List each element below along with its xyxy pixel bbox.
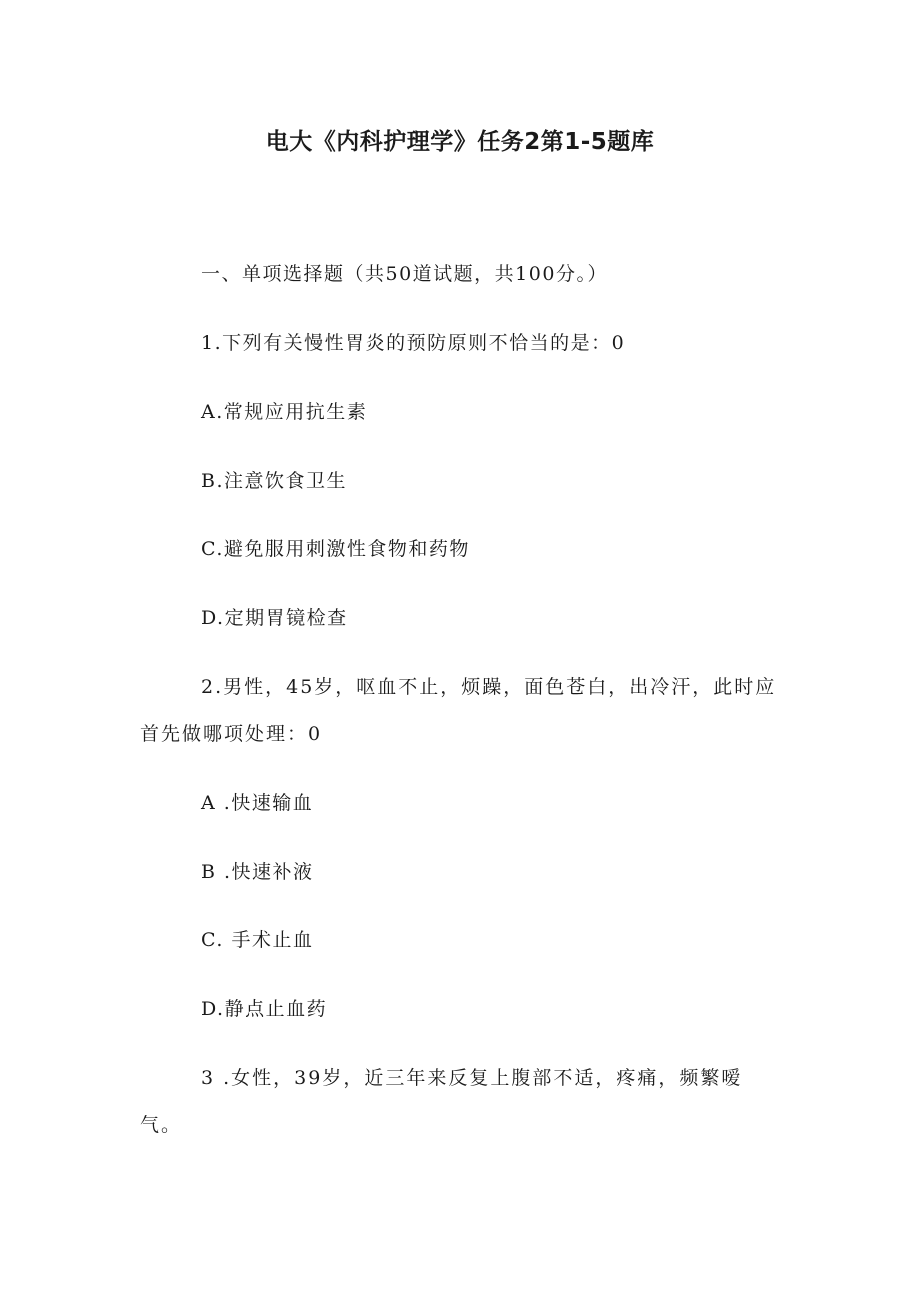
question-3-stem: 3 .女性，39岁，近三年来反复上腹部不适，疼痛，频繁嗳气。 xyxy=(140,1067,743,1136)
question-2-option-d: D.静点止血药 xyxy=(201,998,328,1020)
question-1-option-b: B.注意饮食卫生 xyxy=(201,470,348,492)
question-1-option-c: C.避免服用刺激性食物和药物 xyxy=(201,538,470,560)
section-heading: 一、单项选择题（共50道试题，共100分。） xyxy=(201,263,608,285)
document-title: 电大《内科护理学》任务2第1-5题库 xyxy=(265,129,655,155)
question-2-option-b: B .快速补液 xyxy=(201,861,314,883)
question-2-option-c: C. 手术止血 xyxy=(201,929,314,951)
question-1-option-a: A.常规应用抗生素 xyxy=(201,401,368,423)
question-1-stem: 1.下列有关慢性胃炎的预防原则不恰当的是：0 xyxy=(201,332,626,354)
question-2-option-a: A .快速输血 xyxy=(201,792,314,814)
question-1-option-d: D.定期胃镜检查 xyxy=(201,607,348,629)
question-2-stem: 2.男性，45岁，呕血不止，烦躁，面色苍白，出冷汗，此时应首先做哪项处理：0 xyxy=(140,676,777,745)
